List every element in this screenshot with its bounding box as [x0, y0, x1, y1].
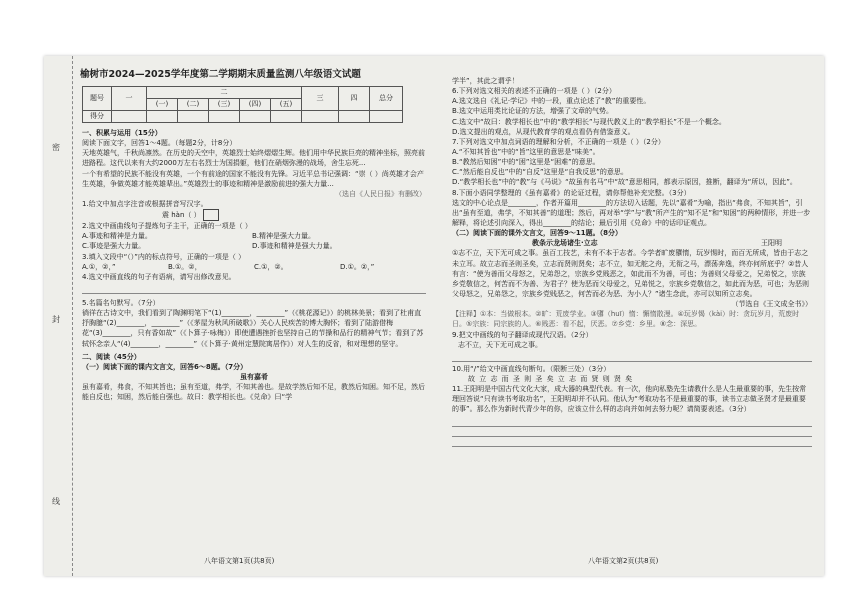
q5-body: 徜徉在古诗文中，我们看到了陶渊明笔下“(1)________，________”（《桃花源记》）的桃林美景；看到了杜甫直抒胸臆“(2)________，________”（《茅屋为秋风所破歌》）关心人民疾苦的博大胸怀；看到了陆游借梅花“(3)________，只有香如故”（《卜算子·咏梅》）即使遭遇挫折也坚持自己的节操和品行的精神气节；看到了苏轼怀念亲人“(4)________，________”（《卜算子·黄州定慧院寓居作》）对人生的反省，和对理想的坚守。 — [82, 309, 424, 348]
page-footer: 八年语文第1页(共8页) — [204, 556, 275, 565]
passage-paragraph: 天地英雄气，千秋尚凛然。在历史的天空中，英雄烈士始终熠熠生辉。他们用中华民族巨亮的精神坐标，照亮前进路程。这代以来有大约2000万左右名烈士为国捐躯，他们在硝烟弥漫的战场，舍生忘死... — [82, 149, 425, 168]
option[interactable]: A.事迹和精神是力量。 — [82, 232, 152, 241]
annotations: 【注释】①本：当做根本。②旷：荒废学业。③隳（huī）惰：懈惰散漫。④玩岁愒（kài）时：贪玩岁月，荒废时日。⑤宗族：同宗族的人。⑥贱恶：看不起，厌恶。⑦乡党：乡里。⑧念：深思。 — [452, 310, 800, 329]
text-author: 王阳明 — [761, 239, 782, 248]
score-cell: (四) — [240, 99, 271, 111]
answer-box[interactable] — [203, 209, 219, 221]
q6-option[interactable]: B.选文中运用类比论证的方法，增强了文章的气势。 — [452, 107, 614, 116]
q7-option[interactable]: C.“然后能自反也”中的“自反”这里是“自我反思”的意思。 — [452, 168, 628, 177]
question-3: 3.填入文段中“（）”内的标点符号，正确的一项是（ ） — [82, 252, 246, 261]
option[interactable]: B.精神是强大力量。 — [252, 232, 316, 241]
option[interactable]: C.事迹是强大力量。 — [82, 242, 146, 251]
gutter-char-seal: 密 — [52, 143, 60, 152]
question-7: 7.下列对选文中加点词语的理解和分析，不正确的一项是（ ）（2分） — [452, 137, 665, 146]
passage-paragraph: 一个有希望的民族不能没有英雄，一个有前途的国家不能没有先锋。习近平总书记强调：“崇（ ）尚英雄才会产生英雄，争做英雄才能英雄辈出。”英雄烈士的事迹和精神是激励前进的强大力量... — [82, 169, 424, 188]
question-5: 5.名篇名句默写。（7分） — [82, 298, 160, 307]
text-title: 教条示龙场诸生·立志 — [532, 239, 598, 248]
score-cell: (三) — [209, 99, 240, 111]
q1-blank: 震 hàn（ ） — [82, 209, 426, 221]
exam-title: 榆树市2024—2025学年度第二学期期末质量监测八年级语文试题 — [80, 69, 361, 80]
score-cell — [178, 111, 209, 123]
score-cell — [271, 111, 302, 123]
score-cell — [209, 111, 240, 123]
score-cell — [302, 111, 339, 123]
score-cell: 总分 — [370, 87, 403, 111]
subsection-heading: （一）阅读下面的课内文言文，回答6～8题。（7分） — [82, 362, 248, 371]
q6-option[interactable]: D.选文提出的观点，从现代教育学的观点看仍有借鉴意义。 — [452, 127, 635, 136]
q7-option[interactable]: A.“不知其旨也”中的“旨”这里的意思是“味美”。 — [452, 147, 600, 156]
option[interactable]: D.①。②，” — [340, 262, 375, 271]
score-cell — [112, 111, 147, 123]
option[interactable]: C.①，②。 — [254, 262, 288, 271]
answer-lines[interactable] — [452, 352, 812, 362]
answer-lines[interactable] — [82, 284, 426, 294]
score-cell — [147, 111, 178, 123]
q8-body: 选文的中心论点是________，作者开篇用________的方法切入话题，先以“嘉肴”为喻，指出“弗食，不知其旨”，引出“虽有至道，弗学，不知其善”的道理；然后，再对举“学”与“教”所产生的“知不足”和“知困”的两种情形，并进一步解释，将论述引向深入，得出________的结论；最后引用《兑命》中的话印证观点。 — [452, 198, 811, 227]
question-8: 8.下面小语同学整理的《虽有嘉肴》的论证过程，请你帮他补充完整。（3分） — [452, 188, 691, 197]
q3-options — [82, 262, 426, 272]
answer-lines[interactable] — [452, 417, 812, 447]
question-10: 10.用“/”给文中画直线句断句。（限断三处）（3分） — [452, 364, 611, 373]
page-footer: 八年语文第2页(共8页) — [588, 556, 659, 565]
instruction: 阅读下面文字，回答1～4题。（每题2分，计8分） — [82, 139, 237, 148]
text-continuation: 学半”，其此之谓乎！ — [452, 77, 519, 85]
score-cell: (五) — [271, 99, 302, 111]
passage-source: （选自《人民日报》有删改） — [335, 189, 426, 198]
section-1 — [82, 128, 426, 402]
score-cell — [339, 111, 370, 123]
score-cell: 二 — [147, 87, 302, 99]
classical-text: ①志不立，天下无可成之事。虽百工技艺，未有不本于志者。今学者旷废隳惰，玩岁惕时，而百无所成，皆由于志之未立耳。故立志而圣则圣矣，立志而贤则贤矣；志不立，如无舵之舟，无衔之马，漂荡奔逸，终亦何所底乎？②昔人有言：“使为善而父母怒之，兄弟怨之，宗族乡党贱恶之，如此而不为善，可也；为善则父母爱之，兄弟悦之，宗族乡党敬信之，何苦而不为善、为君子？使为恶而父母爱之，兄弟悦之，宗族乡党敬信之，如此而为恶，可也；为恶则父母怒之，兄弟怨之，宗族乡党贱恶之，何苦而必为恶、为小人？”诸生念此，亦可以知所立志矣。 — [452, 249, 809, 298]
option[interactable]: A.①，②，” — [82, 262, 116, 271]
question-2: 2.选文中画曲线句子提炼句子主干，正确的一项是（ ） — [82, 222, 252, 231]
gutter-char-seal: 封 — [52, 315, 60, 324]
page-left — [44, 56, 436, 576]
question-6: 6.下列对选文相关的表述不正确的一项是（ ）（2分） — [452, 87, 616, 96]
q9-sentence: 志不立，天下无可成之事。 — [458, 340, 542, 349]
classical-text: 虽有嘉肴，弗食，不知其旨也；虽有至道，弗学，不知其善也。是故学然后知不足，教然后知困。知不足，然后能自反也；知困，然后能自强也。故曰：教学相长也。《兑命》曰“学 — [82, 383, 425, 402]
paper-sheet — [44, 56, 824, 576]
score-cell — [370, 111, 403, 123]
q6-option[interactable]: A.选文选自《礼记·学记》中的一段，重点论述了“教”的重要性。 — [452, 97, 651, 106]
score-cell: 一 — [112, 87, 147, 111]
question-9: 9.把文中画线的句子翻译成现代汉语。（2分） — [452, 330, 593, 339]
score-cell: (一) — [147, 99, 178, 111]
section-heading: 一、积累与运用（15分） — [82, 129, 162, 137]
question-11: 11.王阳明是中国古代文化大家，成大器的典型代表。有一次，他向私塾先生请教什么是人生最重要的事，先生按常理回答说“只有读书考取功名”，王阳明却并不认同。他认为“考取功名不是最重要的事，读书立志做圣贤才是最重要的事”。那么作为新时代青少年的你，应该立什么样的志向并如何去努力呢？请简要表述。（3分） — [452, 385, 807, 414]
q6-option[interactable]: C.选文中“故曰：教学相长也”中的“教学相长”与现代教义上的“教学相长”不是一个概念。 — [452, 117, 726, 126]
option[interactable]: B.①。②， — [168, 262, 202, 271]
score-cell: (二) — [178, 99, 209, 111]
option[interactable]: D.事迹和精神是强大力量。 — [252, 242, 337, 251]
subsection-heading: （二）阅读下面的课外文言文，回答9～11题。（8分） — [452, 229, 622, 238]
q2-options — [82, 231, 426, 251]
right-column — [452, 76, 812, 447]
score-cell — [240, 111, 271, 123]
q10-sentence: 故 立 志 而 圣 则 圣 矣 立 志 而 贤 则 贤 矣 — [468, 374, 634, 383]
score-cell: 四 — [339, 87, 370, 111]
question-4: 4.选文中画直线的句子有语病，请写出修改意见。 — [82, 272, 236, 281]
q7-option[interactable]: B.“教然后知困”中的“困”这里是“困难”的意思。 — [452, 158, 600, 167]
score-cell: 题号 — [83, 87, 112, 111]
seal-gutter — [44, 56, 73, 576]
text-source: （节选自《王文成全书》） — [731, 300, 812, 309]
score-cell: 得分 — [83, 111, 112, 123]
question-1: 1.给文中加点字注音或根据拼音写汉字。 — [82, 199, 208, 208]
score-cell: 三 — [302, 87, 339, 111]
text-title: 虽有嘉肴 — [240, 372, 268, 381]
section-heading: 二、阅读（45分） — [82, 352, 141, 361]
q7-option[interactable]: D.“教学相长也”中的“教”与《马说》“故虽有名马”中“故”意思相同，都表示原因，推断，翻译为“所以，因此”。 — [452, 178, 797, 187]
text2-header — [452, 238, 812, 248]
gutter-char-line: 线 — [52, 497, 60, 506]
score-table — [82, 86, 403, 123]
page-right — [438, 56, 824, 576]
